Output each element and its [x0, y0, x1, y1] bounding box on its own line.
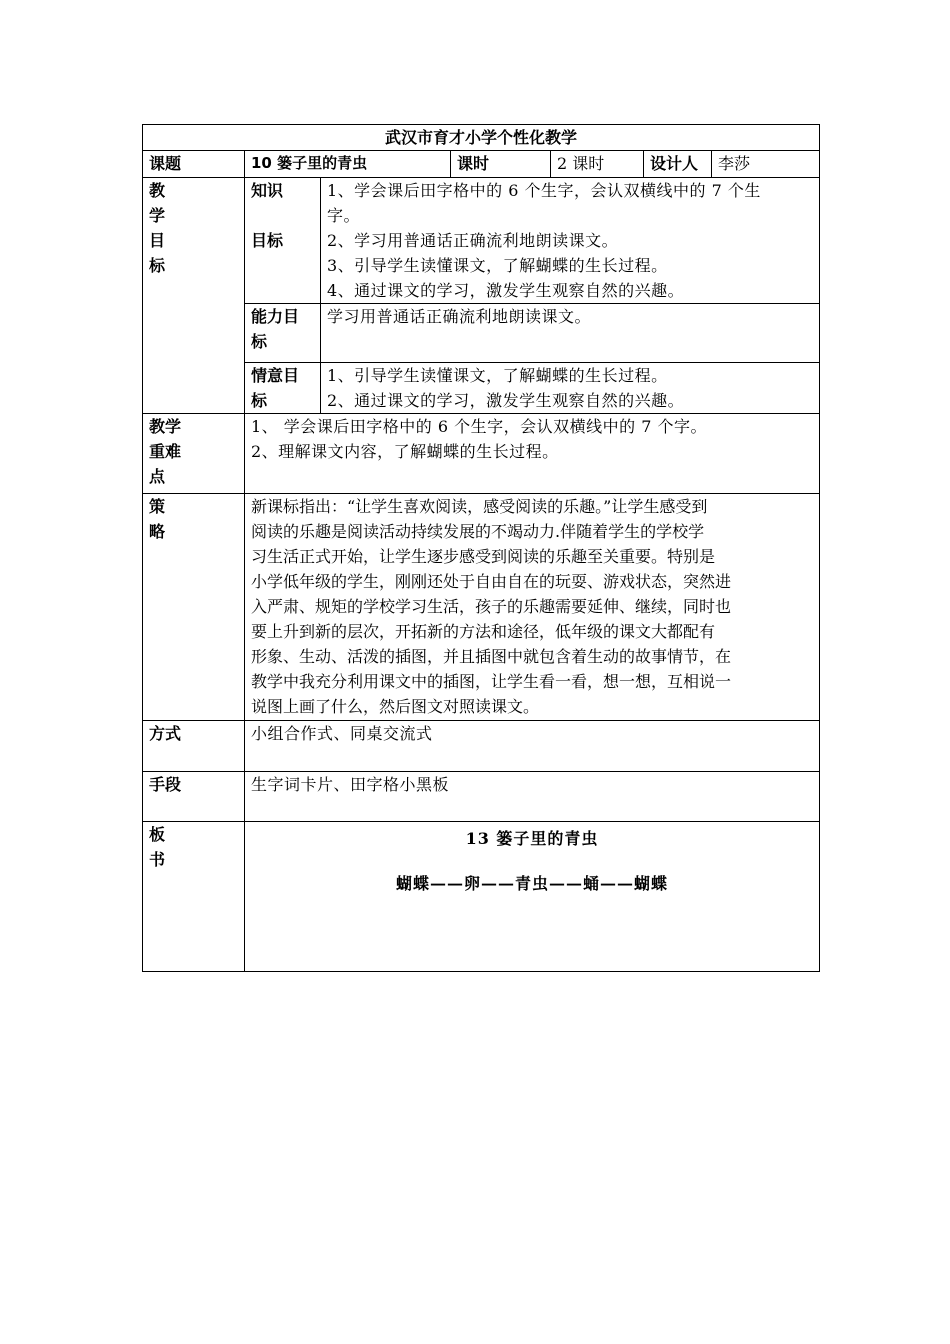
means-label: 手段: [143, 772, 245, 822]
board-content: [245, 822, 820, 972]
topic-label: 课题: [143, 151, 245, 178]
key-points: [245, 414, 820, 494]
emotion-label: [245, 363, 321, 414]
hours-value: 2 课时: [551, 151, 644, 178]
knowledge-label: [245, 178, 321, 304]
hours-label: 课时: [451, 151, 551, 178]
knowledge-goal-item: 1、学会课后田字格中的 6 个生字，会认双横线中的 7 个生: [327, 181, 761, 200]
key-point-item: 1、 学会课后田字格中的 6 个生字，会认双横线中的 7 个字。: [251, 417, 707, 436]
knowledge-goal-item: 3、引导学生读懂课文，了解蝴蝶的生长过程。: [327, 256, 668, 275]
board-label-char: 板: [149, 825, 166, 844]
emotion-label-line1: 情意目: [251, 366, 300, 385]
strategy-text: [245, 494, 820, 721]
strategy-line: 教学中我充分利用课文中的插图，让学生看一看，想一想，互相说一: [251, 672, 732, 691]
emotion-goals: [321, 363, 820, 414]
strategy-line: 阅读的乐趣是阅读活动持续发展的不竭动力.伴随着学生的学校学: [251, 522, 705, 541]
knowledge-goal-item: 字。: [327, 206, 361, 225]
emotion-goals-row: [143, 363, 820, 414]
knowledge-goal-item: 2、学习用普通话正确流利地朗读课文。: [327, 231, 619, 250]
strategy-line: 要上升到新的层次，开拓新的方法和途径，低年级的课文大都配有: [251, 622, 716, 641]
knowledge-label-line1: 知识: [251, 181, 284, 200]
knowledge-goals: [321, 178, 820, 304]
ability-label-line2: 标: [251, 332, 268, 351]
knowledge-goal-item: 4、通过课文的学习，激发学生观察自然的兴趣。: [327, 281, 685, 300]
strategy-line: 习生活正式开始，让学生逐步感受到阅读的乐趣至关重要。特别是: [251, 547, 716, 566]
board-title: 13 篓子里的青虫: [465, 829, 599, 848]
ability-label-line1: 能力目: [251, 307, 300, 326]
method-row: [143, 721, 820, 772]
key-point-item: 2、理解课文内容，了解蝴蝶的生长过程。: [251, 442, 559, 461]
board-row: [143, 822, 820, 972]
means-row: [143, 772, 820, 822]
method-text: 小组合作式、同桌交流式: [245, 721, 820, 772]
board-label: [143, 822, 245, 972]
key-points-row: [143, 414, 820, 494]
strategy-line: 形象、生动、活泼的插图，并且插图中就包含着生动的故事情节，在: [251, 647, 732, 666]
topic-row: [143, 151, 820, 178]
strategy-line: 入严肃、规矩的学校学习生活，孩子的乐趣需要延伸、继续，同时也: [251, 597, 732, 616]
strategy-label-char: 略: [149, 522, 166, 541]
ability-goal-text: 学习用普通话正确流利地朗读课文。: [321, 304, 820, 363]
means-text: 生字词卡片、田字格小黑板: [245, 772, 820, 822]
goals-label: [143, 178, 245, 414]
key-points-label-line: 点: [149, 467, 166, 486]
board-flow: 蝴蝶——卵——青虫——蛹——蝴蝶: [396, 874, 669, 893]
goals-label-char: 学: [149, 206, 166, 225]
emotion-goal-item: 1、引导学生读懂课文，了解蝴蝶的生长过程。: [327, 366, 668, 385]
knowledge-label-line2: 目标: [251, 231, 284, 250]
emotion-goal-item: 2、通过课文的学习，激发学生观察自然的兴趣。: [327, 391, 685, 410]
method-label: 方式: [143, 721, 245, 772]
goals-label-char: 标: [149, 256, 166, 275]
strategy-label: [143, 494, 245, 721]
key-points-label: [143, 414, 245, 494]
lesson-plan-table: [142, 124, 820, 972]
key-points-label-line: 重难: [149, 442, 182, 461]
strategy-line: 说图上画了什么，然后图文对照读课文。: [251, 697, 540, 716]
strategy-row: [143, 494, 820, 721]
strategy-line: 小学低年级的学生，刚刚还处于自由自在的玩耍、游戏状态，突然进: [251, 572, 732, 591]
goals-label-char: 教: [149, 181, 166, 200]
ability-label: [245, 304, 321, 363]
ability-goals-row: [143, 304, 820, 363]
goals-label-char: 目: [149, 231, 166, 250]
document-title: 武汉市育才小学个性化教学: [143, 125, 820, 151]
strategy-line: 新课标指出：“让学生喜欢阅读，感受阅读的乐趣。”让学生感受到: [251, 497, 708, 516]
emotion-label-line2: 标: [251, 391, 268, 410]
strategy-label-char: 策: [149, 497, 166, 516]
designer-label: 设计人: [644, 151, 712, 178]
board-label-char: 书: [149, 850, 166, 869]
knowledge-goals-row: [143, 178, 820, 304]
title-row: [143, 125, 820, 151]
topic-value: 10 篓子里的青虫: [245, 151, 451, 178]
key-points-label-line: 教学: [149, 417, 182, 436]
designer-value: 李莎: [712, 151, 820, 178]
